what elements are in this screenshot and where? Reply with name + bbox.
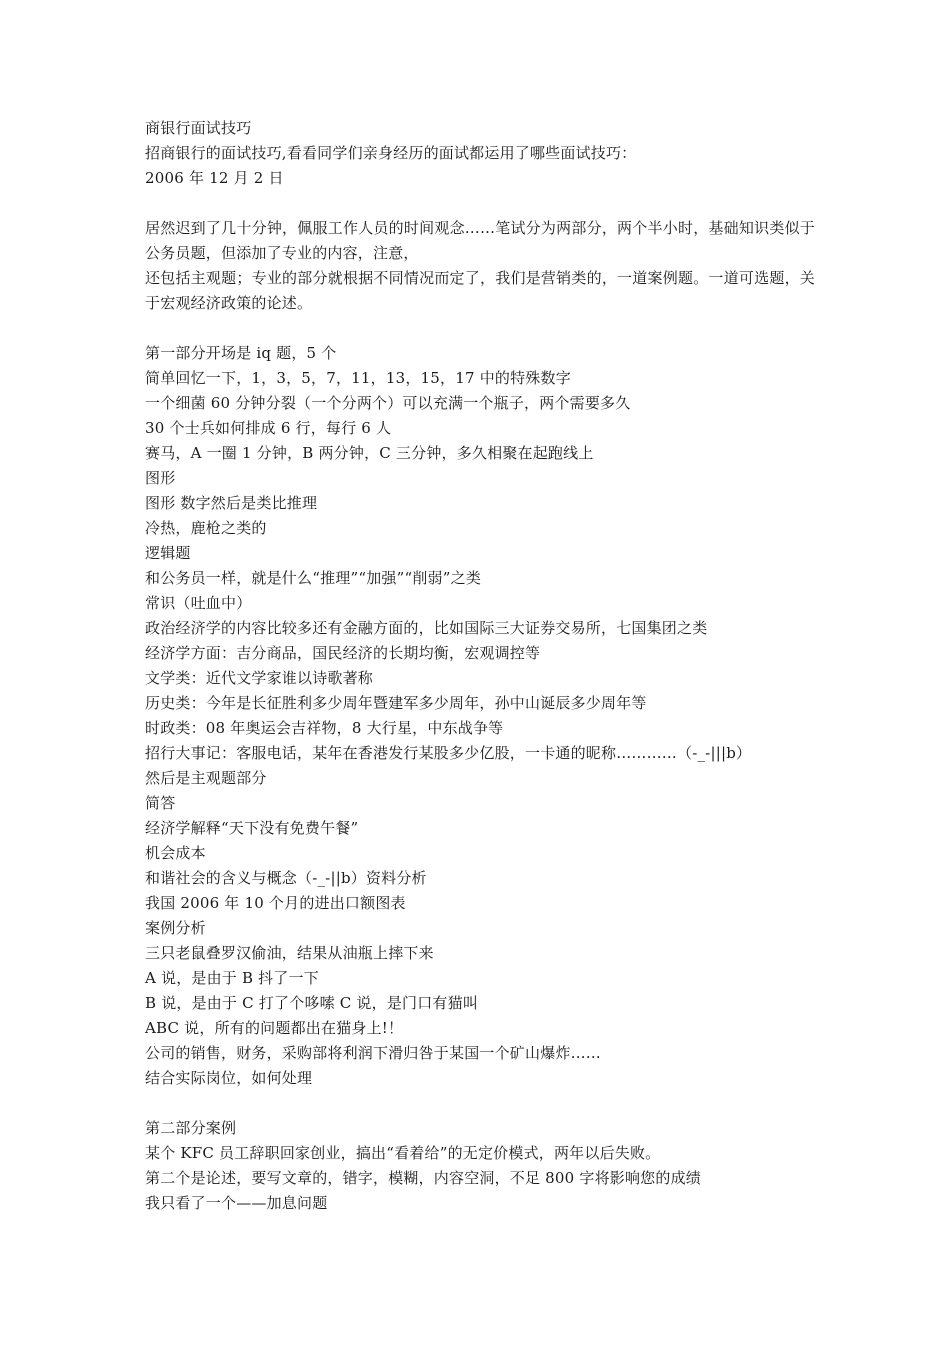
part1-line: 和谐社会的含义与概念（-_-||b）资料分析: [145, 869, 427, 887]
blank-line: [145, 316, 815, 341]
part1-line: 第一部分开场是 iq 题，5 个: [145, 344, 337, 362]
part1-line: 招行大事记：客服电话，某年在香港发行某股多少亿股，一卡通的昵称…………（-_-|||b）: [145, 744, 752, 762]
part2-line: 第二个是论述，要写文章的，错字，模糊，内容空洞，不足 800 字将影响您的成绩: [145, 1169, 701, 1187]
part2-line: 第二部分案例: [145, 1119, 237, 1137]
part1-line: 图形: [145, 469, 176, 487]
part1-line: 简单回忆一下，1，3，5，7，11，13，15，17 中的特殊数字: [145, 369, 571, 387]
part1-line: 常识（吐血中）: [145, 594, 252, 612]
intro-paragraph-2: 还包括主观题；专业的部分就根据不同情况而定了，我们是营销类的，一道案例题。一道可选题，关于宏观经济政策的论述。: [145, 269, 815, 312]
part1-line: 图形 数字然后是类比推理: [145, 494, 318, 512]
part1-line: 结合实际岗位，如何处理: [145, 1069, 313, 1087]
part1-line: 简答: [145, 794, 176, 812]
part1-line: 文学类：近代文学家谁以诗歌著称: [145, 669, 374, 687]
part1-line: 我国 2006 年 10 个月的进出口额图表: [145, 894, 406, 912]
intro-paragraph-1: 居然迟到了几十分钟，佩服工作人员的时间观念……笔试分为两部分，两个半小时，基础知识类似于公务员题，但添加了专业的内容，注意，: [145, 219, 815, 262]
blank-line: [145, 191, 815, 216]
part1-line: A 说，是由于 B 抖了一下: [145, 969, 319, 987]
part2-line: 某个 KFC 员工辞职回家创业，搞出“看着给”的无定价模式，两年以后失败。: [145, 1144, 661, 1162]
part1-line: 政治经济学的内容比较多还有金融方面的，比如国际三大证券交易所，七国集团之类: [145, 619, 708, 637]
part2-line: 我只看了一个——加息问题: [145, 1194, 328, 1212]
part1-line: 三只老鼠叠罗汉偷油，结果从油瓶上摔下来: [145, 944, 434, 962]
part1-line: 机会成本: [145, 844, 206, 862]
part1-line: 公司的销售，财务，采购部将利润下滑归咎于某国一个矿山爆炸……: [145, 1044, 602, 1062]
part1-line: 案例分析: [145, 919, 206, 937]
document-date: 2006 年 12 月 2 日: [145, 169, 284, 187]
part1-line: 时政类：08 年奥运会吉祥物，8 大行星，中东战争等: [145, 719, 504, 737]
part1-line: 30 个士兵如何排成 6 行，每行 6 人: [145, 419, 392, 437]
part1-line: 一个细菌 60 分钟分裂（一个分两个）可以充满一个瓶子，两个需要多久: [145, 394, 631, 412]
part1-line: B 说，是由于 C 打了个哆嗦 C 说，是门口有猫叫: [145, 994, 479, 1012]
part1-line: 逻辑题: [145, 544, 191, 562]
part1-line: 和公务员一样，就是什么“推理”“加强”“削弱”之类: [145, 569, 482, 587]
part1-line: 然后是主观题部分: [145, 769, 267, 787]
document-body: [145, 116, 815, 1216]
document-subtitle: 招商银行的面试技巧,看看同学们亲身经历的面试都运用了哪些面试技巧：: [145, 144, 637, 162]
part1-line: 赛马，A 一圈 1 分钟，B 两分钟，C 三分钟，多久相聚在起跑线上: [145, 444, 594, 462]
part1-line: 冷热，鹿枪之类的: [145, 519, 267, 537]
part1-line: 经济学方面：吉分商品，国民经济的长期均衡，宏观调控等: [145, 644, 541, 662]
part1-line: ABC 说，所有的问题都出在猫身上!！: [145, 1019, 404, 1037]
part1-line: 历史类：今年是长征胜利多少周年暨建军多少周年，孙中山诞辰多少周年等: [145, 694, 647, 712]
document-title: 商银行面试技巧: [145, 119, 252, 137]
blank-line: [145, 1091, 815, 1116]
part1-line: 经济学解释“天下没有免费午餐”: [145, 819, 359, 837]
